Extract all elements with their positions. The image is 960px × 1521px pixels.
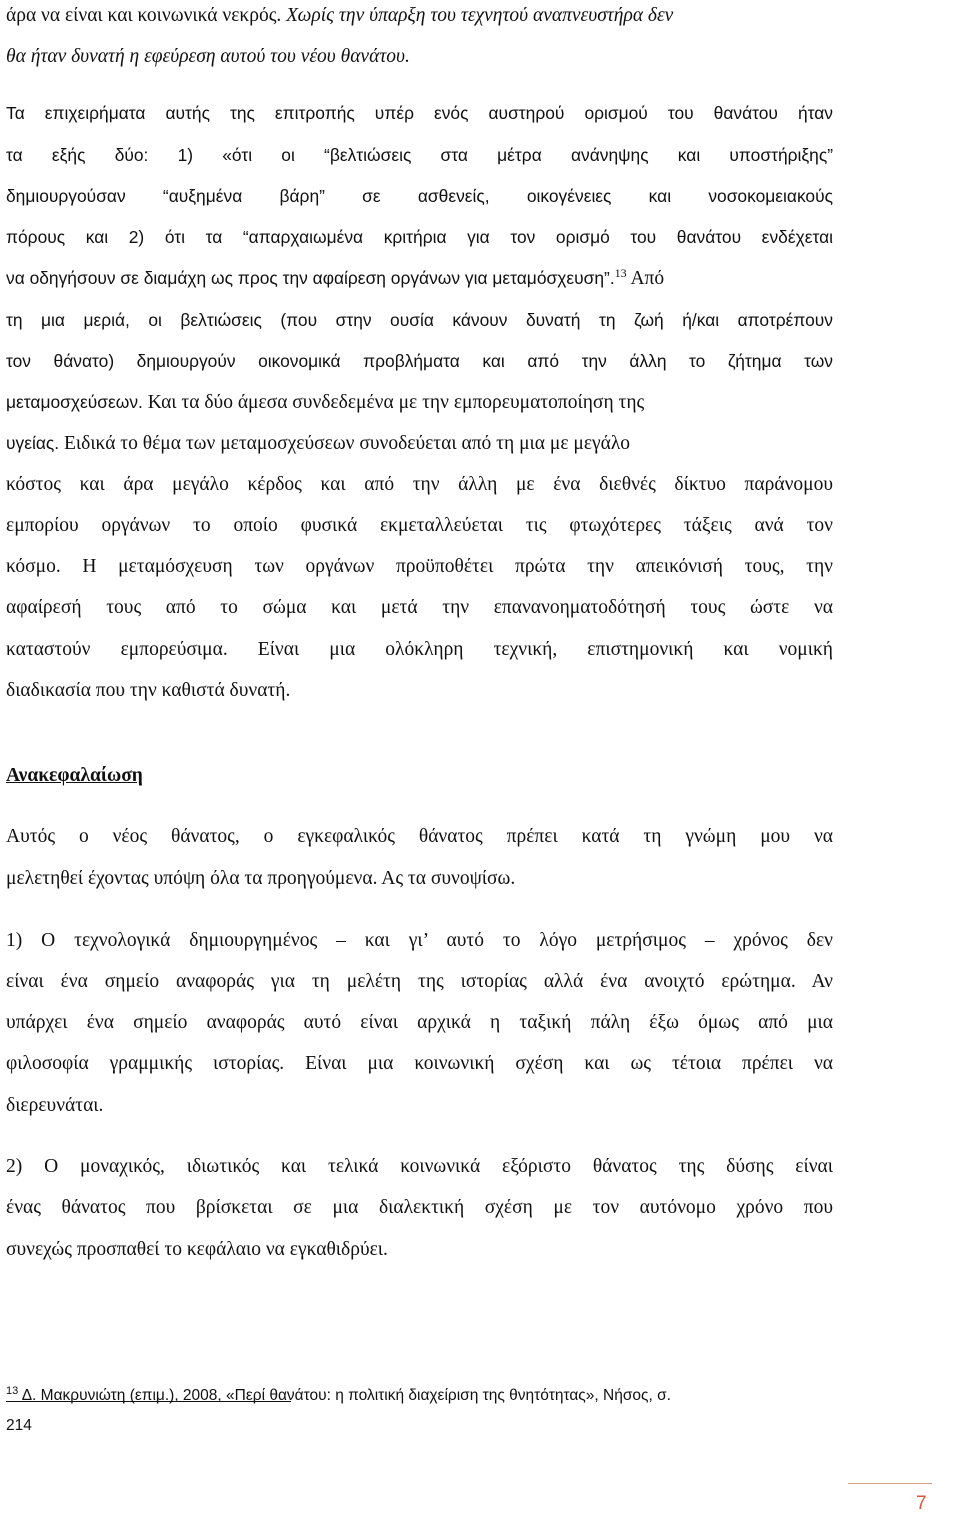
text-run: άρα να είναι και κοινωνικά νεκρός. <box>6 5 287 26</box>
body-line: 1) Ο τεχνολογικά δημιουργημένος – και γι’ αυτό το λόγο μετρήσιμος – χρόνος δεν <box>6 930 833 951</box>
footnote-number: 13 <box>6 1385 19 1397</box>
footnote-line: 214 <box>6 1417 32 1434</box>
body-line <box>6 390 833 415</box>
body-line: αφαίρεσή τους από το σώμα και μετά την επανανοηματοδότησή τους ώστε να <box>6 597 833 618</box>
text-run: υγείας. <box>6 433 60 453</box>
body-line: τον θάνατο) δημιουργούν οικονομικά προβλήματα και από την άλλη το ζήτημα των <box>6 351 833 371</box>
body-line: φιλοσοφία γραμμικής ιστορίας. Είναι μια κοινωνική σχέση και ως τέτοια πρέπει να <box>6 1053 833 1074</box>
section-heading: Ανακεφαλαίωση <box>6 765 143 786</box>
body-line: θα ήταν δυνατή η εφεύρεση αυτού του νέου θανάτου. <box>6 46 410 67</box>
body-line: συνεχώς προσπαθεί το κεφάλαιο να εγκαθιδρύει. <box>6 1239 388 1260</box>
body-line <box>6 4 833 28</box>
body-line <box>6 266 833 291</box>
text-run: Ειδικά το θέμα των μεταμοσχεύσεων συνοδεύεται από τη μια με μεγάλο <box>59 433 631 454</box>
footnote-text: Δ. Μακρυνιώτη (επιμ.), 2008, «Περί θανάτου: η πολιτική διαχείριση της θνητότητας», Νήσος, σ. <box>21 1387 671 1404</box>
body-line: εμπορίου οργάνων το οποίο φυσικά εκμεταλλεύεται τις φτωχότερες τάξεις ανά τον <box>6 515 833 536</box>
body-line: διερευνάται. <box>6 1095 104 1116</box>
footnote-ref[interactable]: 13 <box>614 266 627 280</box>
body-line: Αυτός ο νέος θάνατος, ο εγκεφαλικός θάνατος πρέπει κατά τη γνώμη μου να <box>6 826 833 847</box>
italic-run: Χωρίς την ύπαρξη του τεχνητού αναπνευστήρα δεν <box>286 5 674 26</box>
body-line: διαδικασία που την καθιστά δυνατή. <box>6 680 291 701</box>
body-line <box>6 431 833 456</box>
footnote-line <box>6 1386 671 1406</box>
body-line: κόστος και άρα μεγάλο κέρδος και από την άλλη με ένα διεθνές δίκτυο παράνομου <box>6 474 833 495</box>
page-number: 7 <box>916 1493 927 1514</box>
body-line: κόσμο. Η μεταμόσχευση των οργάνων προϋποθέτει πρώτα την απεικόνισή τους, την <box>6 556 833 577</box>
body-line: υπάρχει ένα σημείο αναφοράς αυτό είναι αρχικά η ταξική πάλη έξω όμως από μια <box>6 1012 833 1033</box>
text-run: μεταμοσχεύσεων. <box>6 392 143 412</box>
body-line: τα εξής δύο: 1) «ότι οι “βελτιώσεις στα μέτρα ανάνηψης και υποστήριξης” <box>6 145 833 165</box>
body-line: πόρους και 2) ότι τα “απαρχαιωμένα κριτήρια για τον ορισμό του θανάτου ενδέχεται <box>6 227 833 247</box>
text-run: να οδηγήσουν σε διαμάχη ως προς την αφαίρεση οργάνων για μεταμόσχευση”. <box>6 268 615 288</box>
body-line: 2) Ο μοναχικός, ιδιωτικός και τελικά κοινωνικά εξόριστο θάνατος της δύσης είναι <box>6 1156 833 1177</box>
body-line: τη μια μεριά, οι βελτιώσεις (που στην ουσία κάνουν δυνατή τη ζωή ή/και αποτρέπουν <box>6 310 833 330</box>
text-run: Από <box>626 268 665 289</box>
text-run: Και τα δύο άμεσα συνδεδεμένα με την εμπορευματοποίηση της <box>142 392 645 413</box>
body-line: δημιουργούσαν “αυξημένα βάρη” σε ασθενείς, οικογένειες και νοσοκομειακούς <box>6 186 833 206</box>
body-line: μελετηθεί έχοντας υπόψη όλα τα προηγούμενα. Ας τα συνοψίσω. <box>6 868 516 889</box>
body-line: είναι ένα σημείο αναφοράς για τη μελέτη της ιστορίας αλλά ένα ανοιχτό ερώτημα. Αν <box>6 971 833 992</box>
body-line: καταστούν εμπορεύσιμα. Είναι μια ολόκληρη τεχνική, επιστημονική και νομική <box>6 639 833 660</box>
body-line: ένας θάνατος που βρίσκεται σε μια διαλεκτική σχέση με τον αυτόνομο χρόνο που <box>6 1197 833 1218</box>
page-number-rule <box>848 1483 932 1484</box>
body-line: Τα επιχειρήματα αυτής της επιτροπής υπέρ ενός αυστηρού ορισμού του θανάτου ήταν <box>6 103 833 123</box>
